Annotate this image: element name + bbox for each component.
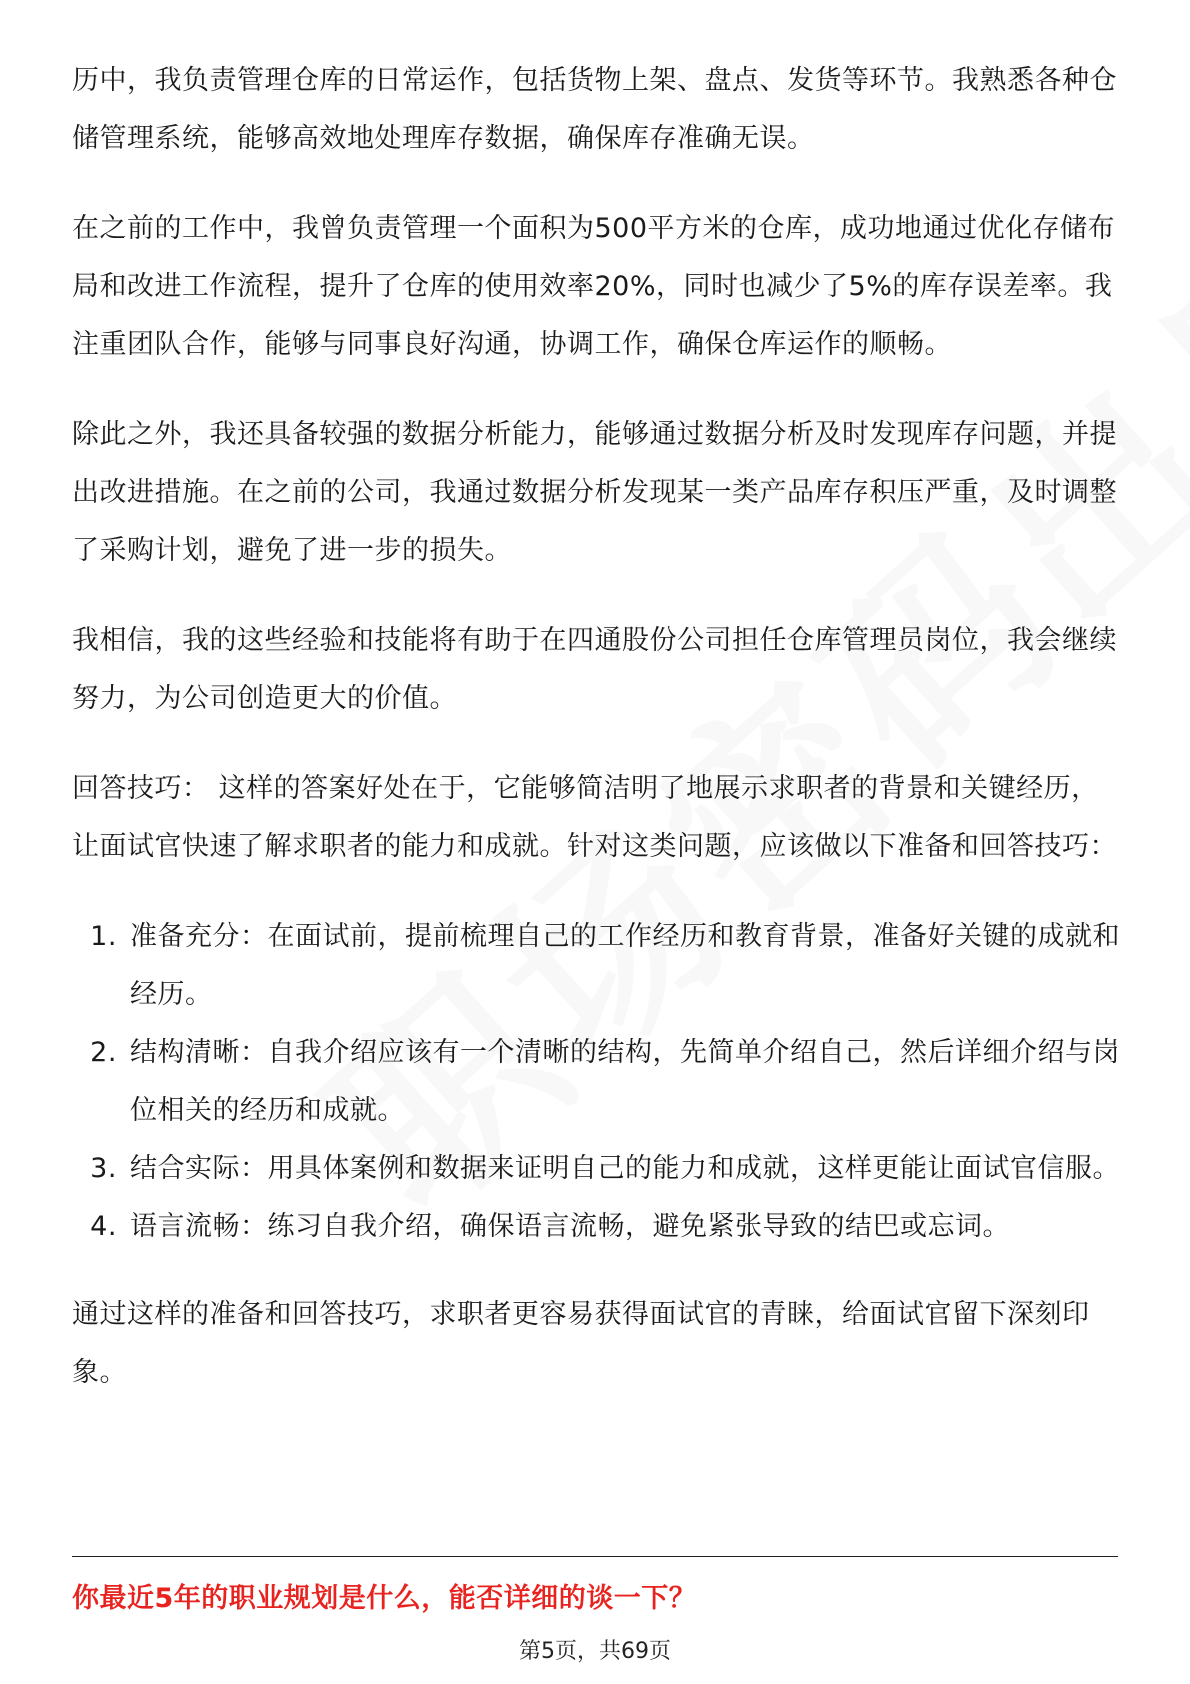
page-number: 第5页，共69页 [519,1639,671,1664]
tip-item: 4. 语言流畅：练习自我介绍，确保语言流畅，避免紧张导致的结巴或忘词。 [126,1198,1122,1256]
tip-item: 2. 结构清晰：自我介绍应该有一个清晰的结构，先简单介绍自己，然后详细介绍与岗位相关的经历和成就。 [126,1024,1122,1140]
tips-list [72,908,1122,1256]
paragraph-closing: 通过这样的准备和回答技巧，求职者更容易获得面试官的青睐，给面试官留下深刻印象。 [72,1299,1090,1388]
paragraph-experience: 历中，我负责管理仓库的日常运作，包括货物上架、盘点、发货等环节。我熟悉各种仓储管理系统，能够高效地处理库存数据，确保库存准确无误。 [72,65,1117,154]
paragraph-answer-tips: 回答技巧： 这样的答案好处在于，它能够简洁明了地展示求职者的背景和关键经历，让面试官快速了解求职者的能力和成就。针对这类问题，应该做以下准备和回答技巧： [72,773,1117,862]
section-divider [72,1556,1118,1557]
tip-item: 3. 结合实际：用具体案例和数据来证明自己的能力和成就，这样更能让面试官信服。 [126,1140,1122,1198]
paragraph-conclusion: 我相信，我的这些经验和技能将有助于在四通股份公司担任仓库管理员岗位，我会继续努力，为公司创造更大的价值。 [72,625,1117,714]
paragraph-achievements: 在之前的工作中，我曾负责管理一个面积为500平方米的仓库，成功地通过优化存储布局和改进工作流程，提升了仓库的使用效率20%，同时也减少了5%的库存误差率。我注重团队合作，能够与同事良好沟通，协调工作，确保仓库运作的顺畅。 [72,213,1116,360]
next-question-heading: 你最近5年的职业规划是什么，能否详细的谈一下？ [72,1583,697,1614]
document-body [72,52,1122,1434]
tip-item: 1. 准备充分：在面试前，提前梳理自己的工作经历和教育背景，准备好关键的成就和经历。 [126,908,1122,1024]
paragraph-analysis: 除此之外，我还具备较强的数据分析能力，能够通过数据分析及时发现库存问题，并提出改进措施。在之前的公司，我通过数据分析发现某一类产品库存积压严重，及时调整了采购计划，避免了进一步的损失。 [72,419,1117,566]
